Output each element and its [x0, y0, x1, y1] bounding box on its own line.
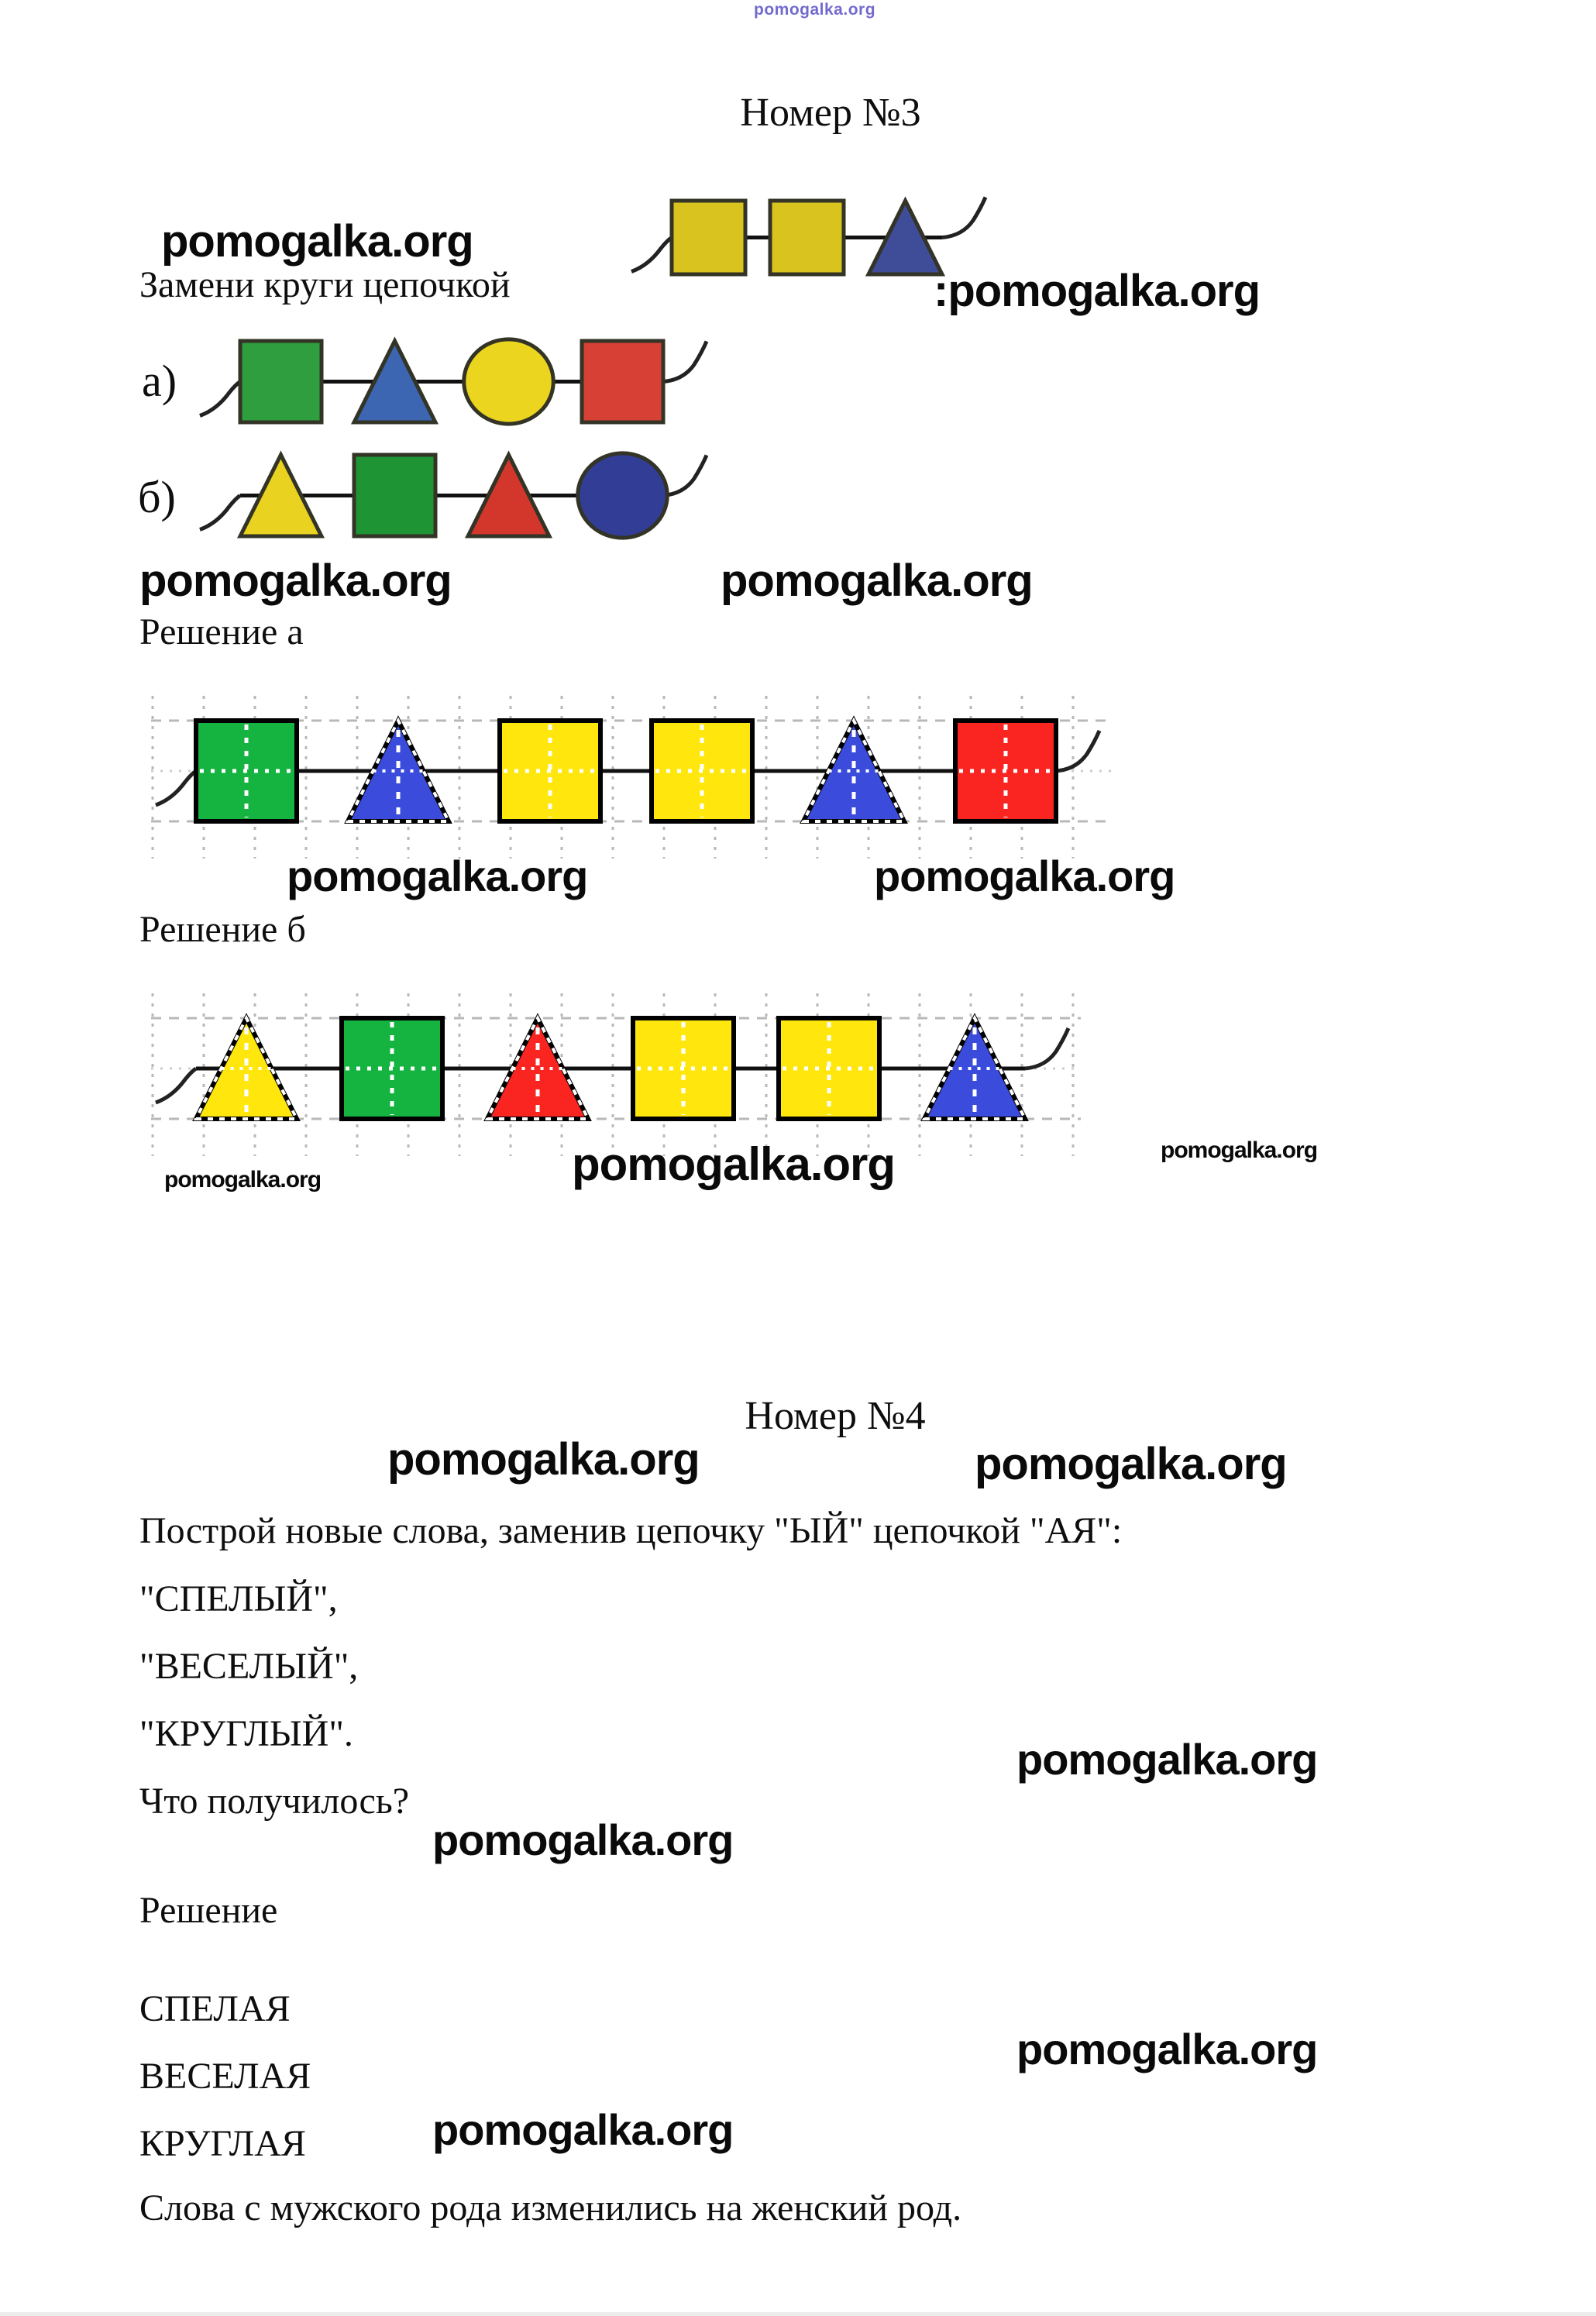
- watermark: pomogalka.org: [139, 556, 452, 606]
- task4-word-1: "СПЕЛЫЙ",: [139, 1578, 338, 1619]
- watermark: pomogalka.org: [432, 2105, 734, 2154]
- task4-question: Что получилось?: [139, 1781, 410, 1822]
- page-bottom-edge: [0, 2312, 1596, 2316]
- watermark: pomogalka.org: [387, 1434, 700, 1485]
- watermark: pomogalka.org: [287, 852, 588, 900]
- task4-solution-label: Решение: [139, 1890, 278, 1931]
- watermark-small: pomogalka.org: [164, 1167, 322, 1192]
- task4-title: Номер №4: [745, 1394, 926, 1438]
- watermark-inline: :pomogalka.org: [934, 266, 1261, 316]
- solution-b-image: [151, 993, 1081, 1156]
- watermark: pomogalka.org: [721, 556, 1033, 606]
- watermark: pomogalka.org: [1016, 2025, 1318, 2073]
- task3-prompt: Замени круги цепочкой: [139, 264, 511, 305]
- watermark: pomogalka.org: [874, 852, 1175, 900]
- task4-word-2: "ВЕСЕЛЫЙ",: [139, 1646, 359, 1687]
- item-a-label: а): [142, 356, 177, 406]
- solution-b-label: Решение б: [139, 909, 306, 950]
- task4-word-3: "КРУГЛЫЙ".: [139, 1713, 353, 1754]
- chain-a-image: [174, 329, 717, 461]
- task3-title: Номер №3: [740, 91, 921, 135]
- solution-a-image: [151, 696, 1112, 859]
- watermark: pomogalka.org: [1016, 1735, 1318, 1784]
- task4-answer-1: СПЕЛАЯ: [139, 1988, 291, 2029]
- task4-answer-3: КРУГЛАЯ: [139, 2123, 306, 2164]
- watermark-small: pomogalka.org: [1161, 1137, 1318, 1163]
- task4-conclusion: Слова с мужского рода изменились на женский род.: [139, 2187, 962, 2228]
- top-watermark: pomogalka.org: [754, 1, 876, 19]
- task4-prompt: Построй новые слова, заменив цепочку "ЫЙ" цепочкой "АЯ":: [139, 1510, 1123, 1551]
- watermark: pomogalka.org: [161, 216, 473, 267]
- watermark: pomogalka.org: [432, 1815, 734, 1864]
- solution-a-label: Решение а: [139, 611, 304, 652]
- task4-answer-2: ВЕСЕЛАЯ: [139, 2056, 311, 2097]
- watermark: pomogalka.org: [975, 1439, 1287, 1489]
- watermark: pomogalka.org: [572, 1138, 896, 1190]
- item-b-label: б): [138, 472, 176, 522]
